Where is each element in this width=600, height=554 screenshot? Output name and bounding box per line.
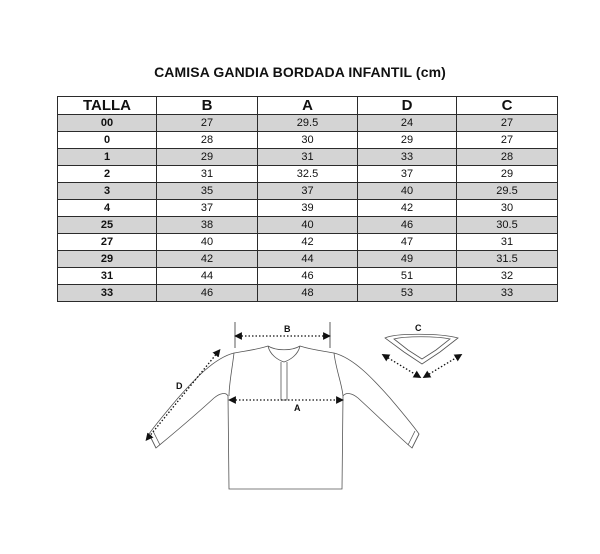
d-cell: 46 [358,217,457,234]
size-cell: 00 [58,115,157,132]
size-cell: 25 [58,217,157,234]
c-cell: 29 [457,166,558,183]
b-cell: 44 [157,268,258,285]
label-c: C [415,323,422,333]
b-cell: 28 [157,132,258,149]
b-cell: 27 [157,115,258,132]
d-cell: 33 [358,149,457,166]
size-cell: 29 [58,251,157,268]
page-title: CAMISA GANDIA BORDADA INFANTIL (cm) [154,64,446,80]
header-d: D [358,97,457,115]
c-cell: 30.5 [457,217,558,234]
shirt-measurement-diagram [0,310,600,554]
d-cell: 24 [358,115,457,132]
c-cell: 33 [457,285,558,302]
a-cell: 44 [258,251,358,268]
d-cell: 47 [358,234,457,251]
a-cell: 37 [258,183,358,200]
d-cell: 53 [358,285,457,302]
table-body [58,115,558,302]
header-a: A [258,97,358,115]
c-cell: 30 [457,200,558,217]
a-cell: 30 [258,132,358,149]
d-cell: 29 [358,132,457,149]
c-cell: 27 [457,115,558,132]
shirt-outline [149,346,419,489]
d-cell: 51 [358,268,457,285]
label-b: B [284,324,291,334]
header-b: B [157,97,258,115]
table-row [58,268,558,285]
table-row [58,200,558,217]
table-row [58,217,558,234]
size-cell: 4 [58,200,157,217]
c-cell: 27 [457,132,558,149]
a-cell: 29.5 [258,115,358,132]
c-cell: 31 [457,234,558,251]
b-cell: 40 [157,234,258,251]
size-cell: 3 [58,183,157,200]
b-cell: 37 [157,200,258,217]
table-row [58,285,558,302]
size-cell: 31 [58,268,157,285]
a-cell: 31 [258,149,358,166]
table-row [58,132,558,149]
table-row [58,234,558,251]
b-cell: 35 [157,183,258,200]
measure-b [235,322,330,348]
size-chart-table [57,96,558,302]
c-cell: 29.5 [457,183,558,200]
d-cell: 42 [358,200,457,217]
table-header-row [58,97,558,115]
size-cell: 0 [58,132,157,149]
measure-c [385,323,459,376]
a-cell: 48 [258,285,358,302]
c-cell: 32 [457,268,558,285]
table-row [58,183,558,200]
c-cell: 31.5 [457,251,558,268]
table-row [58,251,558,268]
table-row [58,166,558,183]
label-a: A [294,403,301,413]
c-cell: 28 [457,149,558,166]
header-c: C [457,97,558,115]
b-cell: 42 [157,251,258,268]
d-cell: 49 [358,251,457,268]
a-cell: 40 [258,217,358,234]
a-cell: 42 [258,234,358,251]
size-cell: 27 [58,234,157,251]
d-cell: 40 [358,183,457,200]
size-cell: 1 [58,149,157,166]
header-talla: TALLA [58,97,157,115]
b-cell: 38 [157,217,258,234]
collar-detail [385,334,458,364]
label-d: D [176,381,183,391]
measure-a [232,400,340,413]
size-cell: 33 [58,285,157,302]
b-cell: 29 [157,149,258,166]
table-row [58,115,558,132]
a-cell: 39 [258,200,358,217]
b-cell: 46 [157,285,258,302]
d-cell: 37 [358,166,457,183]
size-cell: 2 [58,166,157,183]
b-cell: 31 [157,166,258,183]
a-cell: 46 [258,268,358,285]
a-cell: 32.5 [258,166,358,183]
table-row [58,149,558,166]
